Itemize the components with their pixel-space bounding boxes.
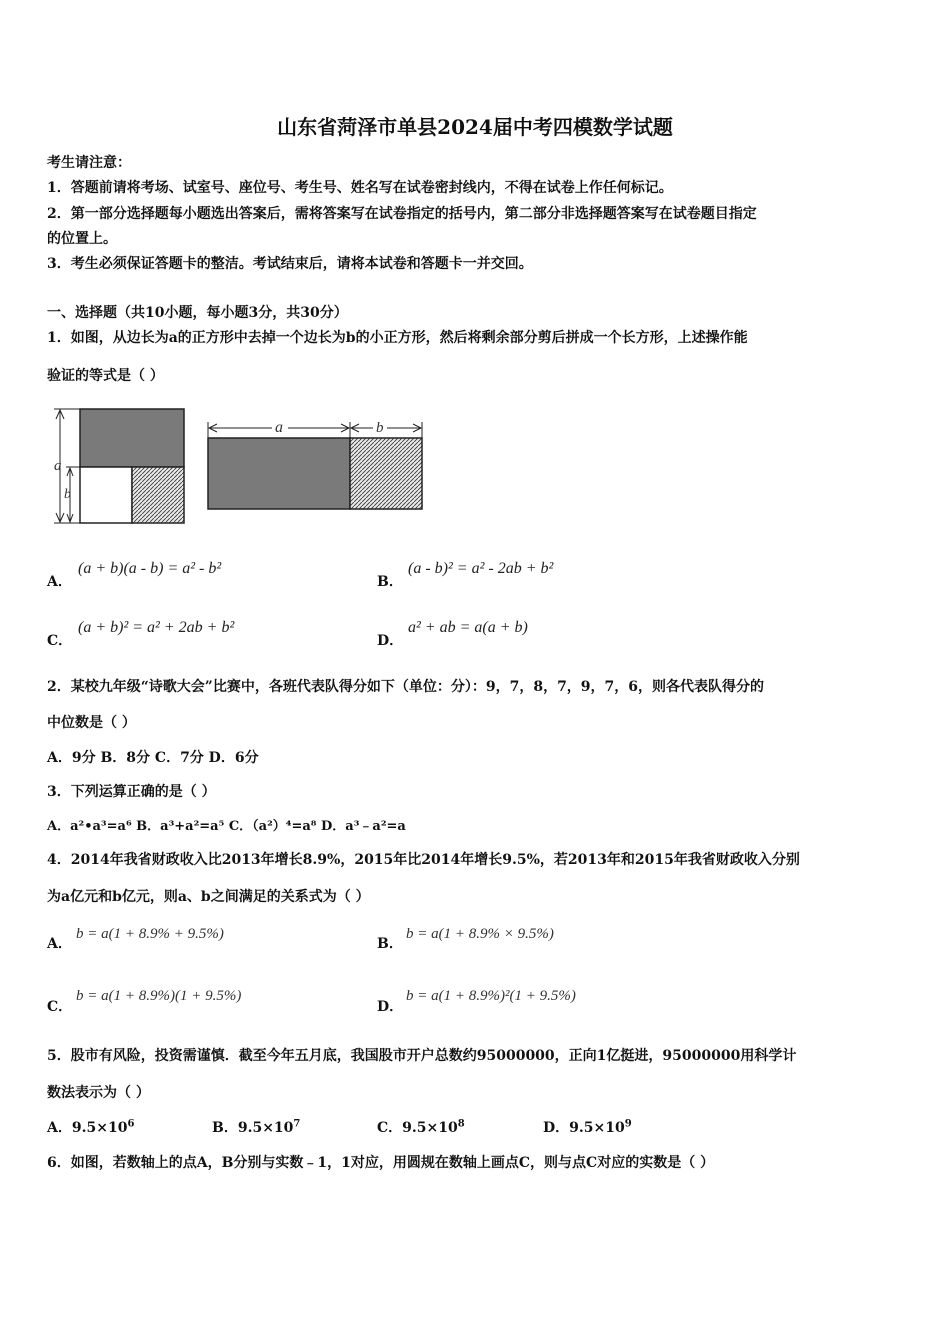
notice-heading: 考生请注意： [47,155,131,171]
q1-option-d[interactable]: a² + ab = a(a + b) [408,619,528,636]
q1-label-a-top: a [275,419,283,436]
q4-text-line1: 4．2014年我省财政收入比2013年增长8.9%，2015年比2014年增长9.5%，若2013年和2015年我省财政收入分别 [47,852,800,868]
q1-square-hatched [132,467,184,523]
q5-option-c[interactable] [377,1117,465,1137]
q4-text-line2: 为a亿元和b亿元，则a、b之间满足的关系式为（ ） [47,889,370,905]
q1-figure [50,402,430,528]
q1-label-b-top: b [376,420,384,436]
q5-option-a-text: A．9.5×10 [47,1120,128,1136]
q1-label-b-left: b [64,487,71,502]
q5-text-line1: 5．股市有风险，投资需谨慎．截至今年五月底，我国股市开户总数约95000000，正向1亿挺进，95000000用科学计 [47,1048,797,1064]
q5-option-c-exp: 8 [457,1118,465,1130]
q5-option-a-exp: 6 [127,1118,135,1130]
q5-option-d[interactable] [543,1117,632,1137]
q5-option-a[interactable] [47,1117,134,1137]
q4-option-b-label[interactable]: B． [377,936,403,952]
q5-option-b-exp: 7 [293,1118,301,1130]
section-heading: 一、选择题（共10小题，每小题3分，共30分） [47,305,348,321]
q5-option-d-exp: 9 [624,1118,632,1130]
q4-option-b[interactable]: b = a(1 + 8.9% × 9.5%) [406,926,554,942]
q1-square-bottom-left [80,467,132,523]
q4-option-a[interactable]: b = a(1 + 8.9% + 9.5%) [76,926,224,942]
q6-text: 6．如图，若数轴上的点A，B分别与实数﹣1，1对应，用圆规在数轴上画点C，则与点C对应的实数是（ ） [47,1155,715,1171]
q4-option-d[interactable]: b = a(1 + 8.9%)²(1 + 9.5%) [406,988,576,1004]
q5-text-line2: 数法表示为（ ） [47,1085,150,1101]
q2-text-line2: 中位数是（ ） [47,715,136,731]
notice-item: 1．答题前请将考场、试室号、座位号、考生号、姓名写在试卷密封线内，不得在试卷上作任何标记。 [47,180,673,196]
q1-option-d-label[interactable]: D． [377,633,404,649]
q2-options[interactable]: A．9分 B．8分 C．7分 D．6分 [47,750,259,766]
q1-option-b-label[interactable]: B． [377,574,403,590]
q1-option-a[interactable]: (a + b)(a - b) = a² - b² [78,560,222,577]
q1-option-b[interactable]: (a - b)² = a² - 2ab + b² [408,560,554,577]
q4-option-c[interactable]: b = a(1 + 8.9%)(1 + 9.5%) [76,988,242,1004]
q1-rect-hatched [350,438,422,509]
q5-option-b-text: B．9.5×10 [212,1120,294,1136]
notice-item: 3．考生必须保证答题卡的整洁。考试结束后，请将本试卷和答题卡一并交回。 [47,256,533,272]
q5-option-b[interactable] [212,1117,300,1137]
q1-text-line2: 验证的等式是（ ） [47,368,164,384]
q1-option-c[interactable]: (a + b)² = a² + 2ab + b² [78,619,235,636]
notice-item: 的位置上。 [47,231,117,247]
q3-text: 3．下列运算正确的是（ ） [47,784,216,800]
q4-option-c-label[interactable]: C． [47,999,73,1015]
q1-text-line1: 1．如图，从边长为a的正方形中去掉一个边长为b的小正方形，然后将剩余部分剪后拼成一个长方形，上述操作能 [47,330,748,346]
q2-text-line1: 2．某校九年级“诗歌大会”比赛中，各班代表队得分如下（单位：分）：9，7，8，7，9，7，6，则各代表队得分的 [47,679,765,695]
q1-square-top [80,409,184,467]
q1-rect-main [208,438,350,509]
q1-option-c-label[interactable]: C． [47,633,73,649]
q5-option-c-text: C．9.5×10 [377,1120,458,1136]
q4-option-d-label[interactable]: D． [377,999,404,1015]
q3-options[interactable]: A．a²•a³=a⁶ B．a³+a²=a⁵ C．（a²）⁴=a⁸ D．a³﹣a²=a [47,819,406,834]
notice-item: 2．第一部分选择题每小题选出答案后，需将答案写在试卷指定的括号内，第二部分非选择题答案写在试卷题目指定 [47,206,757,222]
q1-label-a-left: a [54,458,62,474]
q5-option-d-text: D．9.5×10 [543,1120,625,1136]
q4-option-a-label[interactable]: A． [47,936,72,952]
q1-option-a-label[interactable]: A． [47,574,72,590]
page-title: 山东省菏泽市单县2024届中考四模数学试题 [277,115,673,139]
